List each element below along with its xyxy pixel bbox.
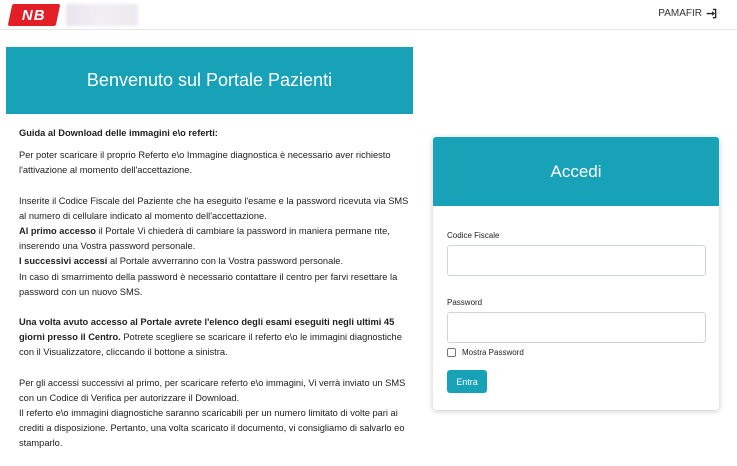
show-password-checkbox[interactable] bbox=[447, 348, 456, 357]
guide-first-access-bold: Al primo accesso bbox=[19, 226, 96, 237]
guide-paragraph-2: Inserite il Codice Fiscale del Paziente che ha eseguito l'esame e la password ricevuta via SMS al numero di cellulare indicato al momento dell'accettazione. bbox=[19, 195, 409, 221]
codice-fiscale-label: Codice Fiscale bbox=[447, 231, 500, 240]
top-navbar bbox=[0, 0, 737, 30]
show-password-label[interactable]: Mostra Password bbox=[462, 348, 524, 357]
guide-next-access-text: al Portale avverranno con la Vostra password personale. bbox=[107, 256, 344, 267]
welcome-banner bbox=[6, 47, 413, 114]
welcome-title: Benvenuto sul Portale Pazienti bbox=[86, 70, 333, 90]
brand-logo[interactable] bbox=[8, 4, 61, 26]
guide-heading: Guida al Download delle immagini e\o referti: bbox=[19, 128, 218, 138]
guide-paragraph-8: Il referto e\o immagini diagnostiche saranno scaricabili per un numero limitato di volte pari ai crediti a disposizione. Pertanto, una volta scaricato il documento, vi consigliamo di salvarlo eo stamparlo. bbox=[19, 408, 405, 449]
guide-paragraph-5: In caso di smarrimento della password è necessario contattare il centro per farvi resettare la password con un nuovo SMS. bbox=[19, 271, 398, 297]
login-card bbox=[433, 137, 719, 410]
login-header bbox=[433, 137, 719, 206]
download-guide bbox=[19, 126, 409, 452]
guide-paragraph-7: Per gli accessi successivi al primo, per scaricare referto e\o immagini, Vi verrà inviato un SMS con un Codice di Verifica per autorizzare il Download. bbox=[19, 377, 406, 403]
login-title: Accedi bbox=[550, 161, 602, 181]
user-name: PAMAFIR bbox=[658, 8, 702, 19]
login-submit-button[interactable]: Entra bbox=[447, 370, 487, 393]
guide-exams-text: Potrete scegliere se scaricare il referto e\o le immagini diagnostiche con il Visualizzatore, cliccando il bottone a sinistra. bbox=[19, 332, 402, 358]
brand-name-blurred bbox=[66, 4, 138, 26]
guide-paragraph-1: Per poter scaricare il proprio Referto e\o Immagine diagnostica è necessario aver richiesto l'attivazione al momento dell'accettazione. bbox=[19, 150, 391, 176]
codice-fiscale-input[interactable] bbox=[447, 245, 706, 276]
sign-in-icon bbox=[706, 8, 717, 19]
guide-paragraph-6 bbox=[19, 315, 409, 361]
guide-paragraph-4 bbox=[19, 254, 409, 269]
guide-exams-bold: Una volta avuto accesso al Portale avrete l'elenco degli esami eseguiti negli ultimi 45 giorni presso il Centro. bbox=[19, 317, 395, 343]
guide-first-access-text: il Portale Vi chiederà di cambiare la password in maniera permane nte, inserendo una Vostra password personale. bbox=[19, 226, 390, 252]
user-logout-link[interactable] bbox=[658, 8, 717, 19]
password-input[interactable] bbox=[447, 312, 706, 343]
brand-logo-text: NB bbox=[22, 6, 46, 24]
login-form bbox=[447, 231, 706, 393]
guide-next-access-bold: I successivi accessi bbox=[19, 256, 108, 267]
show-password-row[interactable] bbox=[447, 348, 706, 357]
guide-paragraph-3 bbox=[19, 224, 409, 254]
password-label: Password bbox=[447, 298, 483, 307]
